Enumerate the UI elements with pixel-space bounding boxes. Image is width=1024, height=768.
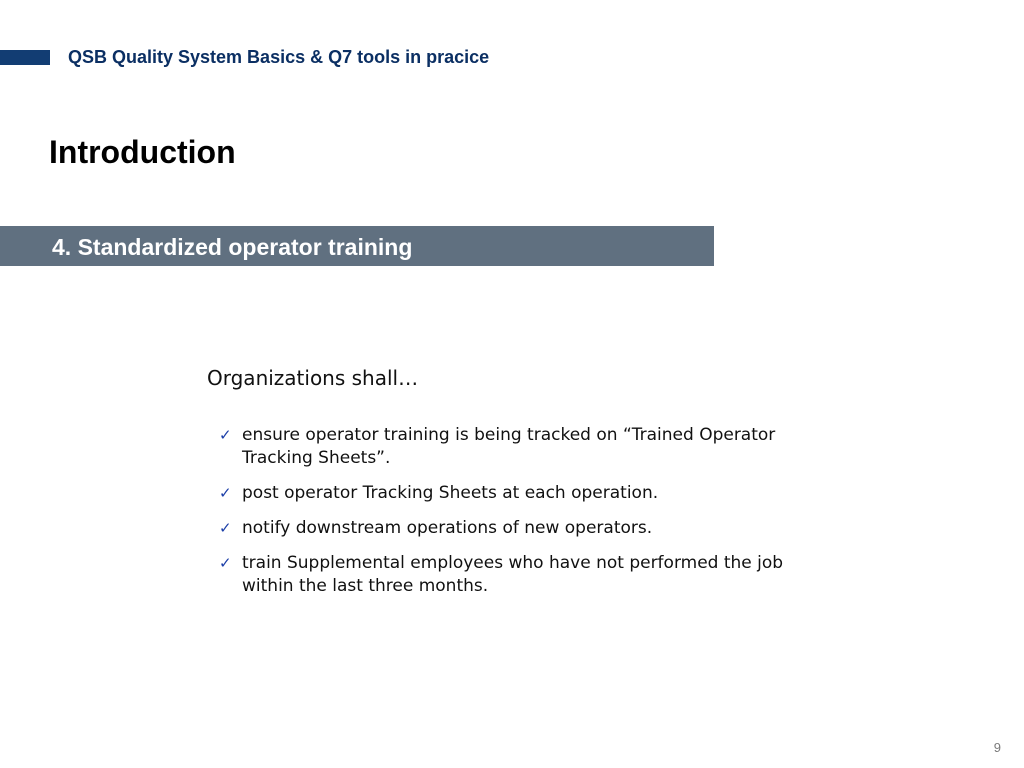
checkmark-icon: ✓ <box>219 484 232 502</box>
header-accent-bar <box>0 50 50 65</box>
list-item-text: train Supplemental employees who have not performed the job within the last three months. <box>242 553 784 596</box>
page-title: Introduction <box>49 134 236 170</box>
page-number: 9 <box>993 740 1001 755</box>
content-heading: Organizations shall… <box>207 366 419 390</box>
list-item-text: ensure operator training is being tracked on “Trained Operator Tracking Sheets”. <box>242 425 776 468</box>
training-requirements-block <box>207 364 807 610</box>
list-item <box>207 517 807 540</box>
checkmark-icon: ✓ <box>219 554 232 572</box>
checkmark-icon: ✓ <box>219 519 232 537</box>
list-item <box>207 552 807 598</box>
requirements-list <box>207 424 807 598</box>
list-item-text: notify downstream operations of new operators. <box>242 518 653 538</box>
list-item <box>207 482 807 505</box>
section-banner-label: 4. Standardized operator training <box>52 234 413 260</box>
list-item-text: post operator Tracking Sheets at each operation. <box>242 483 659 503</box>
checkmark-icon: ✓ <box>219 426 232 444</box>
list-item <box>207 424 807 470</box>
presentation-title: QSB Quality System Basics & Q7 tools in pracice <box>68 47 490 67</box>
section-banner <box>0 226 714 266</box>
